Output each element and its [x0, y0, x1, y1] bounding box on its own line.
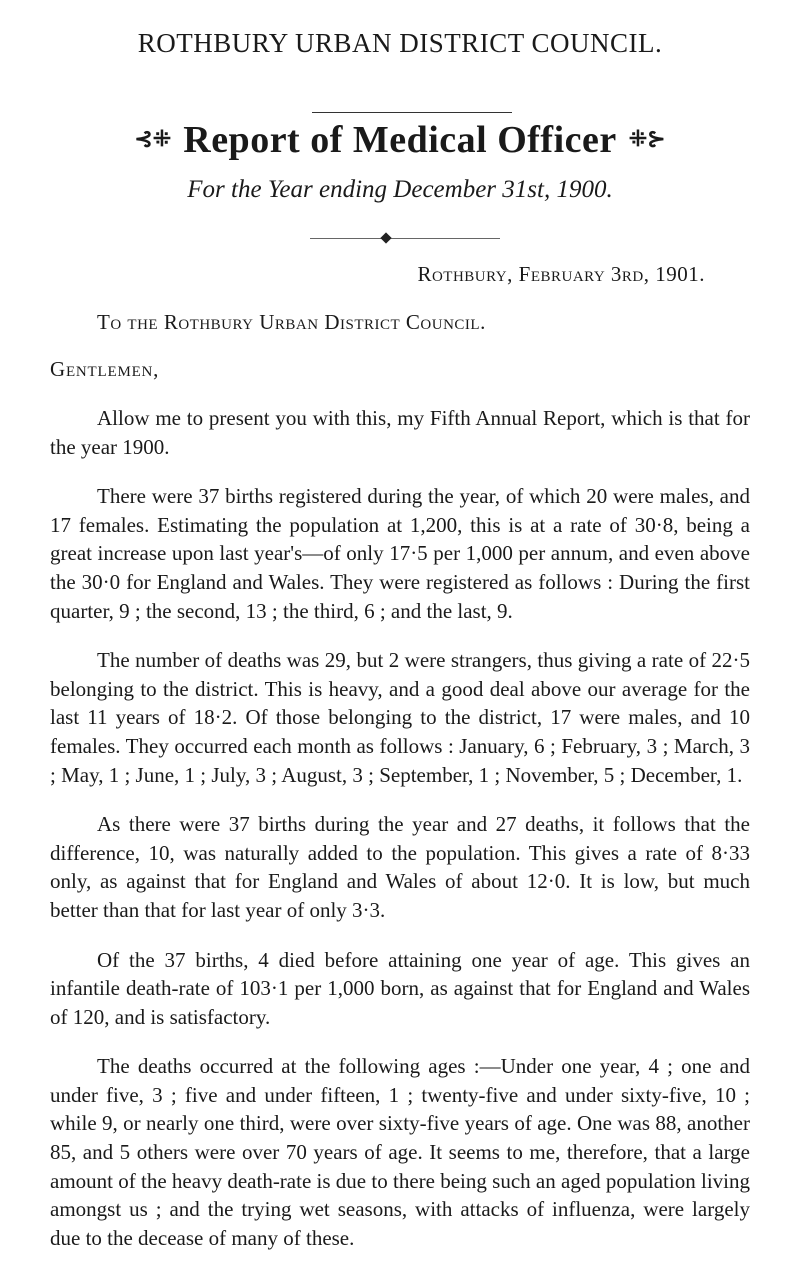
paragraph-births: There were 37 births registered during the year, of which 20 were males, and 17 females. Estimating the population at 1,200, this is at a rate of 30·8, being a great increase upon last year's—of only 17·5 per 1,000 per annum, and even above the 30·0 for England and Wales. They were registered as follows : During the first quarter, 9 ; the second, 13 ; the third, 6 ; and the last, 9.	[50, 484, 750, 623]
report-subtitle: For the Year ending December 31st, 1900.	[187, 176, 613, 203]
report-title	[0, 118, 800, 162]
title-rule	[312, 112, 512, 113]
divider-line	[310, 238, 500, 239]
paragraph-deaths: The number of deaths was 29, but 2 were strangers, thus giving a rate of 22·5 belonging to the district. This is heavy, and a good deal above our average for the last 11 years of 18·2. Of those belonging to the district, 17 were males, and 10 females. They occurred each month as follows : January, 6 ; February, 3 ; March, 3 ; May, 1 ; June, 1 ; July, 3 ; August, 3 ; September, 1 ; November, 5 ; December, 1.	[50, 648, 750, 787]
addressee: To the Rothbury Urban District Council.	[97, 310, 486, 334]
left-ornament-icon: ⊰⁜	[134, 126, 172, 151]
report-title-text: Report of Medical Officer	[183, 119, 617, 161]
diamond-icon	[380, 232, 391, 243]
ornamental-divider	[310, 234, 500, 244]
paragraph-infantile-mortality: Of the 37 births, 4 died before attaining one year of age. This gives an infantile death-rate of 103·1 per 1,000 born, as against that for England and Wales of 120, and is satisfactory.	[50, 947, 750, 1029]
salutation: Gentlemen,	[50, 357, 160, 381]
report-body	[50, 404, 750, 1273]
paragraph-ages-at-death: The deaths occurred at the following ages :—Under one year, 4 ; one and under five, 3 ; five and under fifteen, 1 ; twenty-five and under sixty-five, 10 ; while 9, or nearly one third, were over sixty-five years of age. One was 88, another 85, and 5 others were over 70 years of age. It seems to me, therefore, that a large amount of the heavy death-rate is due to there being such an aged population living amongst us ; and the trying wet seasons, with attacks of influenza, were largely due to the decease of many of these.	[50, 1054, 750, 1250]
council-title: ROTHBURY URBAN DISTRICT COUNCIL.	[137, 28, 663, 58]
paragraph-intro: Allow me to present you with this, my Fifth Annual Report, which is that for the year 1900.	[50, 406, 750, 459]
right-ornament-icon: ⁜⊱	[628, 126, 666, 151]
paragraph-population-increase: As there were 37 births during the year and 27 deaths, it follows that the difference, 10, was naturally added to the population. This gives a rate of 8·33 only, as against that for England and Wales of about 12·0. It is low, but much better than that for last year of only 3·3.	[50, 812, 750, 922]
place-date: Rothbury, February 3rd, 1901.	[417, 262, 705, 286]
